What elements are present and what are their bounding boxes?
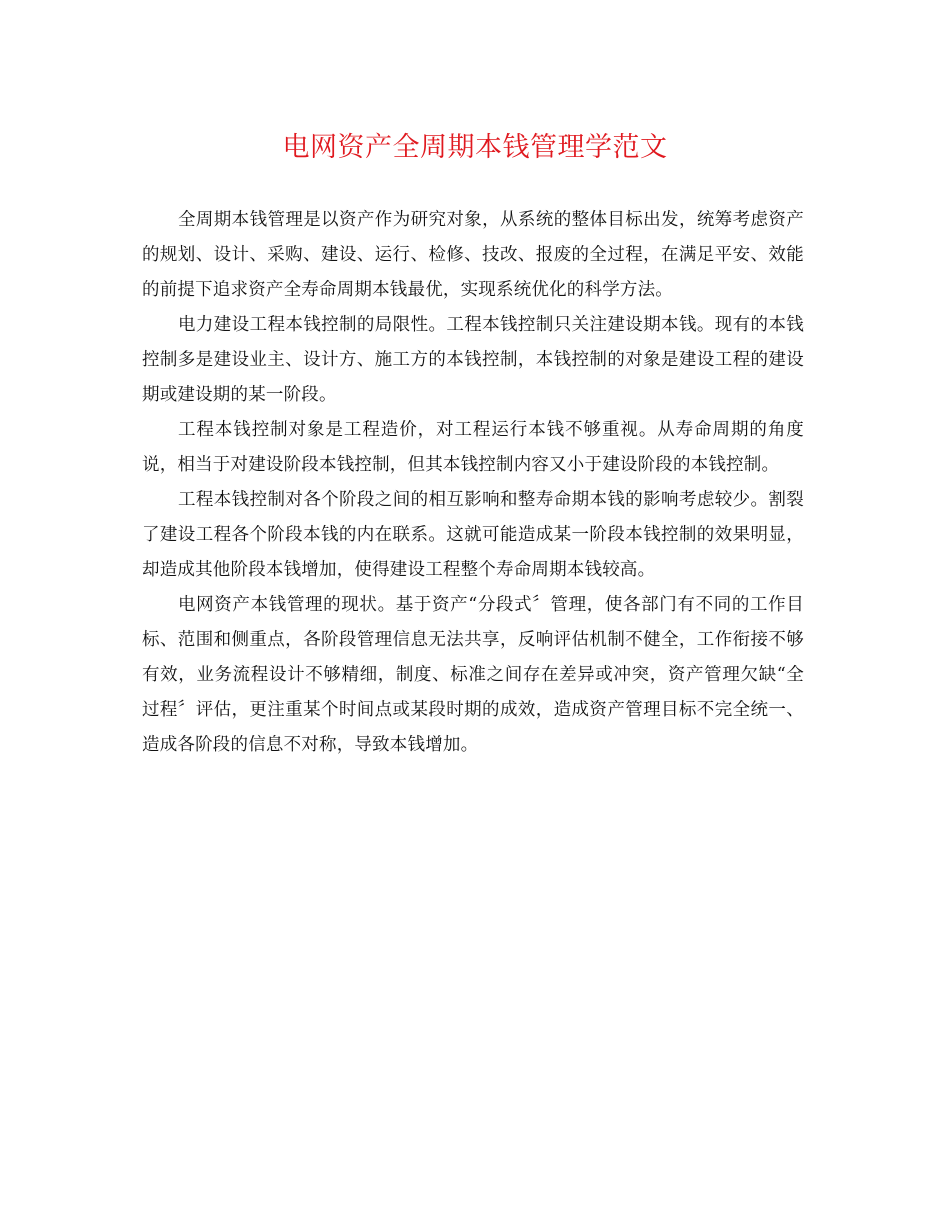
paragraph: 工程本钱控制对象是工程造价，对工程运行本钱不够重视。从寿命周期的角度说，相当于对建设阶段本钱控制，但其本钱控制内容又小于建设阶段的本钱控制。 (142, 420, 804, 475)
document-body (142, 203, 804, 763)
paragraph: 全周期本钱管理是以资产作为研究对象，从系统的整体目标出发，统筹考虑资产的规划、设计、采购、建设、运行、检修、技改、报废的全过程，在满足平安、效能的前提下追求资产全寿命周期本钱最优，实现系统优化的科学方法。 (142, 210, 804, 300)
paragraph: 电力建设工程本钱控制的局限性。工程本钱控制只关注建设期本钱。现有的本钱控制多是建设业主、设计方、施工方的本钱控制，本钱控制的对象是建设工程的建设期或建设期的某一阶段。 (142, 315, 804, 405)
paragraph: 电网资产本钱管理的现状。基于资产“分段式〞管理，使各部门有不同的工作目标、范围和侧重点，各阶段管理信息无法共享，反响评估机制不健全，工作衔接不够有效，业务流程设计不够精细，制度、标准之间存在差异或冲突，资产管理欠缺“全过程〞评估，更注重某个时间点或某段时期的成效，造成资产管理目标不完全统一、造成各阶段的信息不对称，导致本钱增加。 (142, 595, 804, 755)
document-title: 电网资产全周期本钱管理学范文 (282, 132, 668, 163)
paragraph: 工程本钱控制对各个阶段之间的相互影响和整寿命期本钱的影响考虑较少。割裂了建设工程各个阶段本钱的内在联系。这就可能造成某一阶段本钱控制的效果明显，却造成其他阶段本钱增加，使得建设工程整个寿命周期本钱较高。 (142, 490, 804, 580)
